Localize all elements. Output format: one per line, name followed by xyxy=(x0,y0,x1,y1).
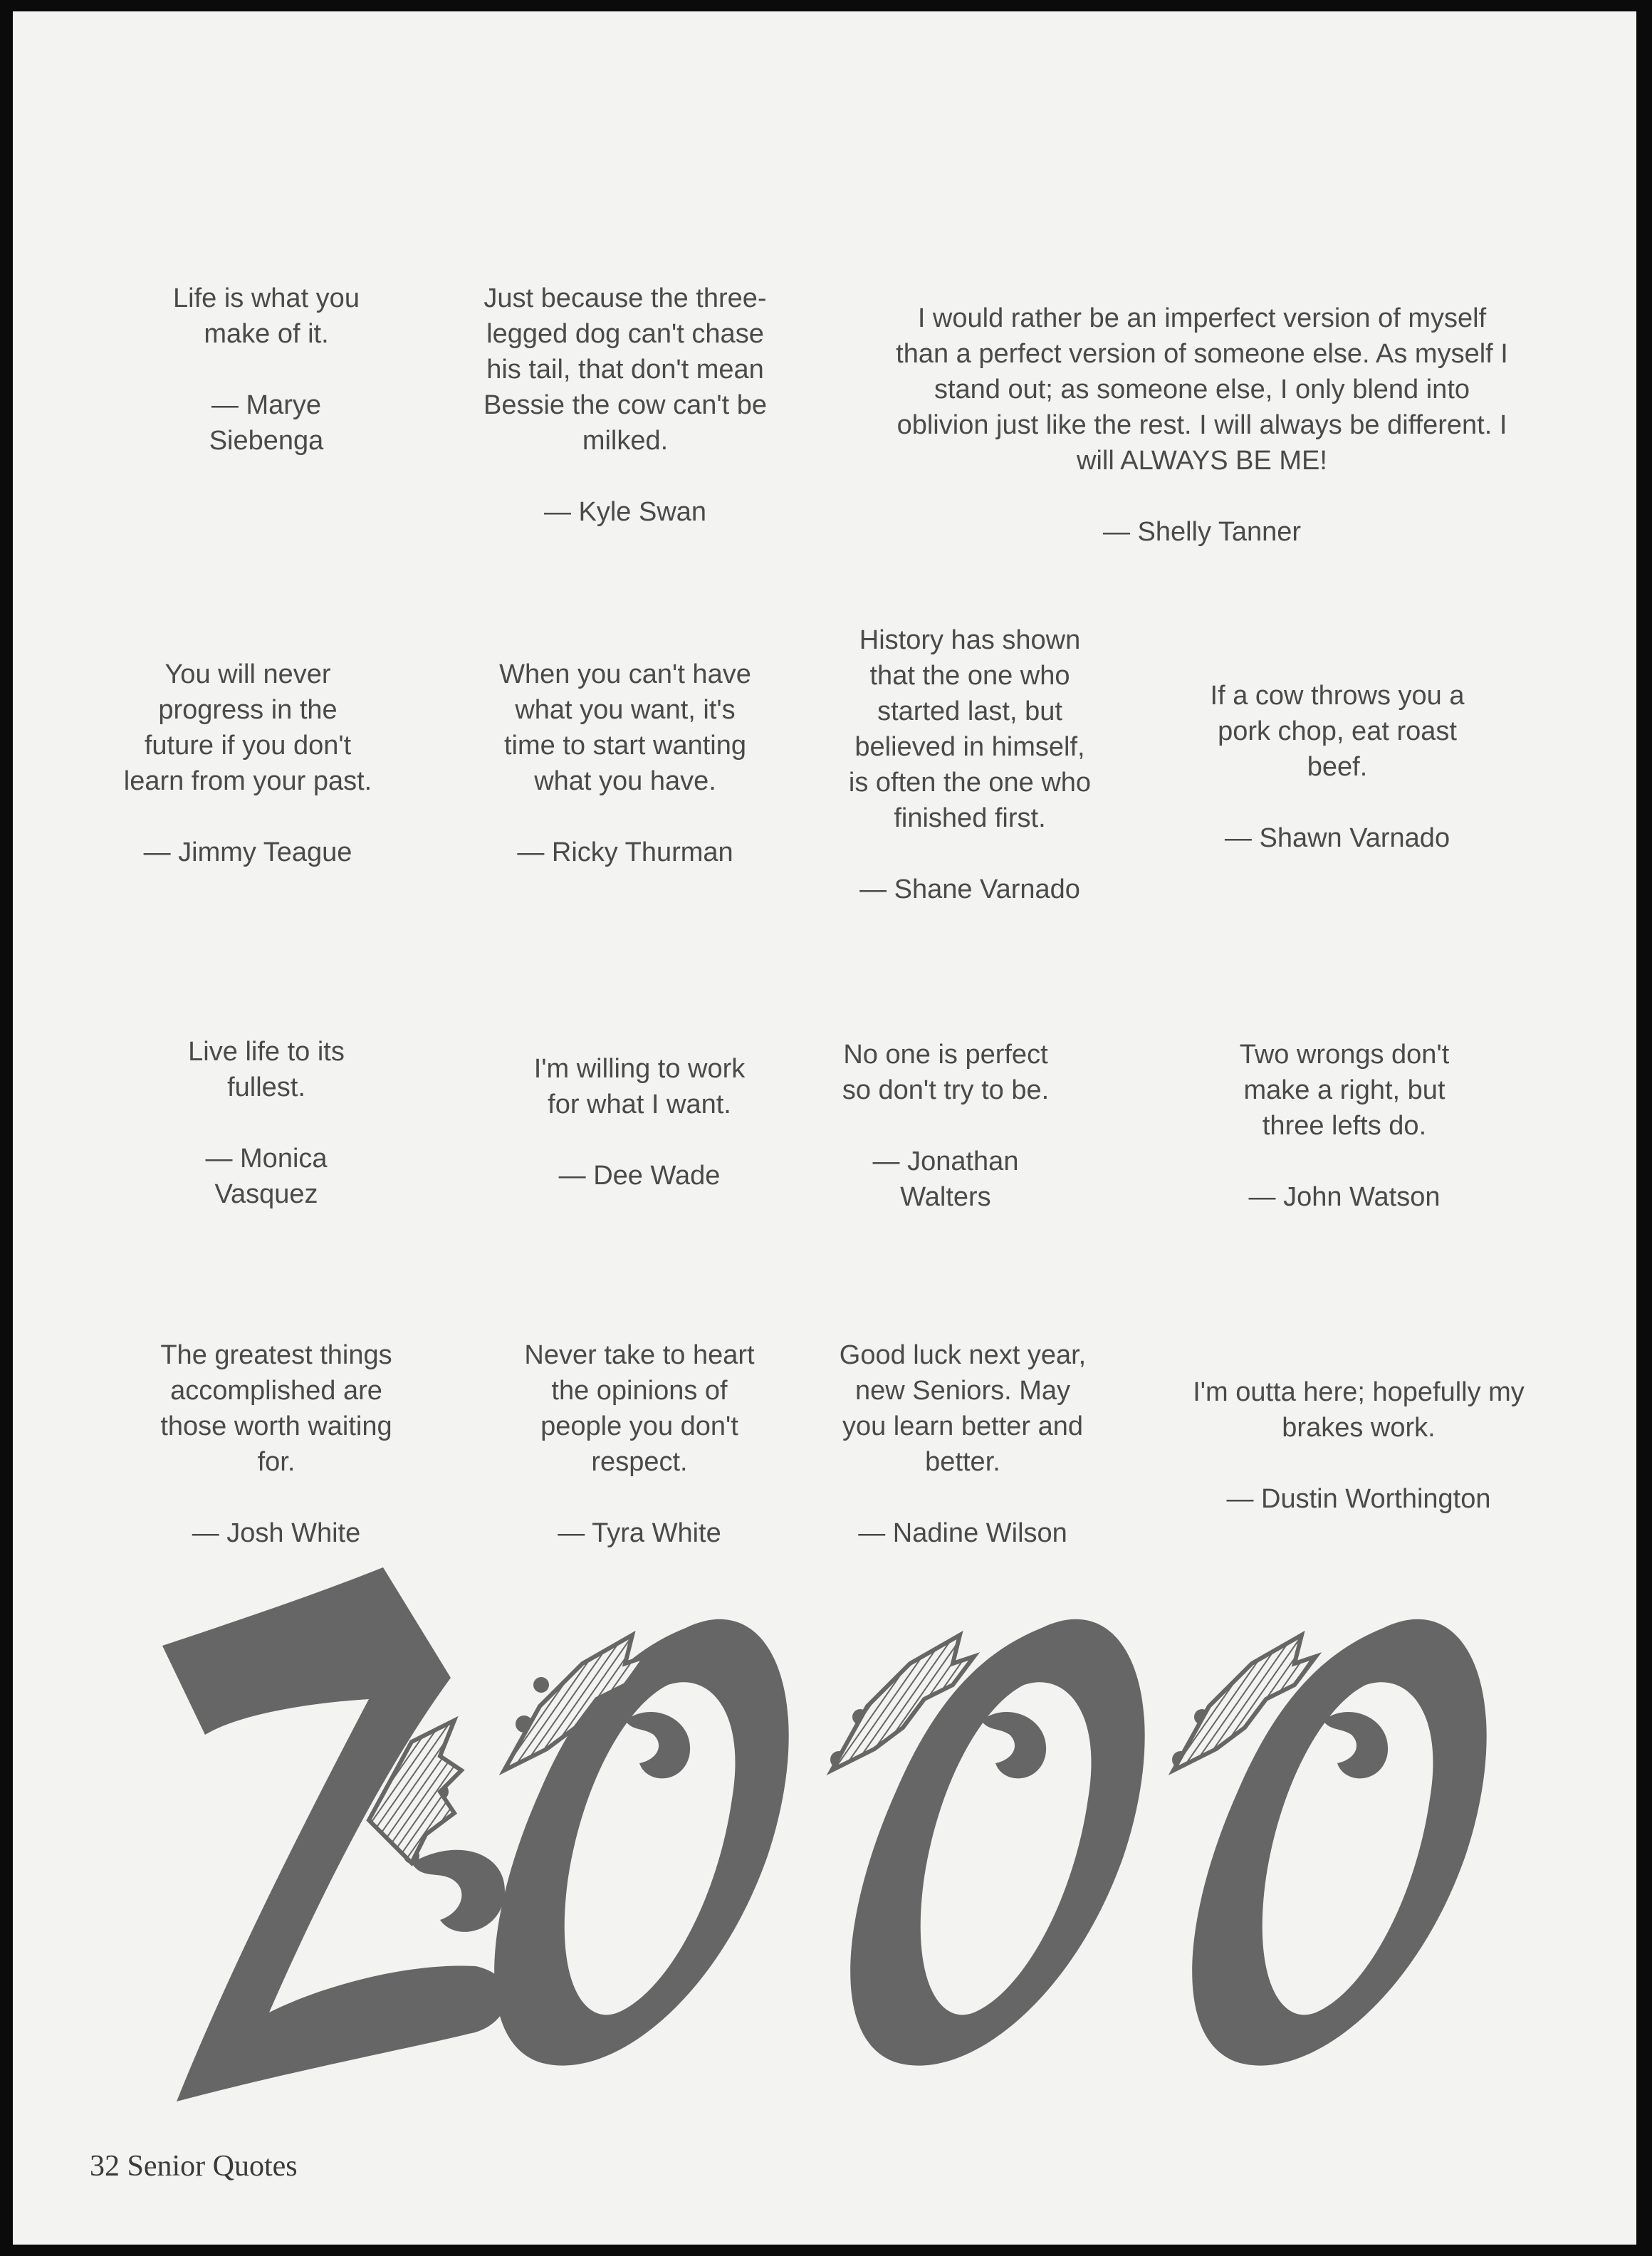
quote-text: I'm outta here; hopefully my brakes work. xyxy=(1193,1377,1525,1443)
digit-two-curl xyxy=(412,1850,505,1932)
quote-author: — Josh White xyxy=(192,1518,361,1548)
quote-author: — Marye Siebenga xyxy=(209,390,324,456)
digit-two-shape xyxy=(162,1567,507,2101)
quote-text: Live life to its fullest. xyxy=(188,1037,345,1102)
quote-text: The greatest things accomplished are those worth waiting for. xyxy=(160,1340,392,1477)
quote-text: Just because the three- legged dog can't chase his tail, that don't mean Bessie the cow can't be milked. xyxy=(483,283,768,456)
quote-author: — Jonathan Walters xyxy=(872,1147,1019,1212)
zero-one-swirl xyxy=(625,1712,690,1778)
quote-text: Two wrongs don't make a right, but three lefts do. xyxy=(1239,1040,1450,1141)
quote-author: — Kyle Swan xyxy=(543,497,707,527)
quote-author: — Tyra White xyxy=(558,1518,721,1548)
page-folio: 32 Senior Quotes xyxy=(90,2150,298,2183)
quote-text: When you can't have what you want, it's time to start wanting what you have. xyxy=(499,659,751,796)
quote-text: No one is perfect so don't try to be. xyxy=(842,1040,1050,1105)
quote-author: — Ricky Thurman xyxy=(517,837,733,867)
yearbook-page xyxy=(13,11,1636,2245)
year-2000-artwork xyxy=(13,11,1636,2245)
quote-text: I would rather be an imperfect version of myself than a perfect version of someone else. As myself I stand out; as someone else, I only blend into oblivion just like the rest. I will always be different. I will ALWAYS BE ME! xyxy=(896,303,1508,476)
zero-two-swirl xyxy=(981,1712,1046,1778)
quote-text: Never take to heart the opinions of people you don't respect. xyxy=(524,1340,755,1477)
quote-text: You will never progress in the future if you don't learn from your past. xyxy=(123,659,372,796)
zero-three-swirl xyxy=(1323,1712,1388,1778)
quote-text: History has shown that the one who started last, but believed in himself, is often the one who finished first. xyxy=(848,625,1092,833)
quote-text: I'm willing to work for what I want. xyxy=(533,1054,746,1119)
quote-author: — Dee Wade xyxy=(558,1161,721,1191)
quote-author: — Shelly Tanner xyxy=(1102,517,1302,547)
quote-author: — Jimmy Teague xyxy=(143,837,352,867)
quote-author: — Shane Varnado xyxy=(859,874,1080,904)
quote-author: — John Watson xyxy=(1248,1182,1441,1212)
quote-text: Life is what you make of it. xyxy=(173,283,360,349)
quote-author: — Dustin Worthington xyxy=(1226,1484,1491,1514)
quote-text: Good luck next year, new Seniors. May you learn better and better. xyxy=(839,1340,1087,1477)
quote-author: — Nadine Wilson xyxy=(858,1518,1067,1548)
quote-text: If a cow throws you a pork chop, eat roast beef. xyxy=(1210,681,1465,782)
quote-author: — Monica Vasquez xyxy=(205,1144,328,1209)
quote-author: — Shawn Varnado xyxy=(1224,823,1450,853)
ornament-dot xyxy=(533,1677,549,1693)
